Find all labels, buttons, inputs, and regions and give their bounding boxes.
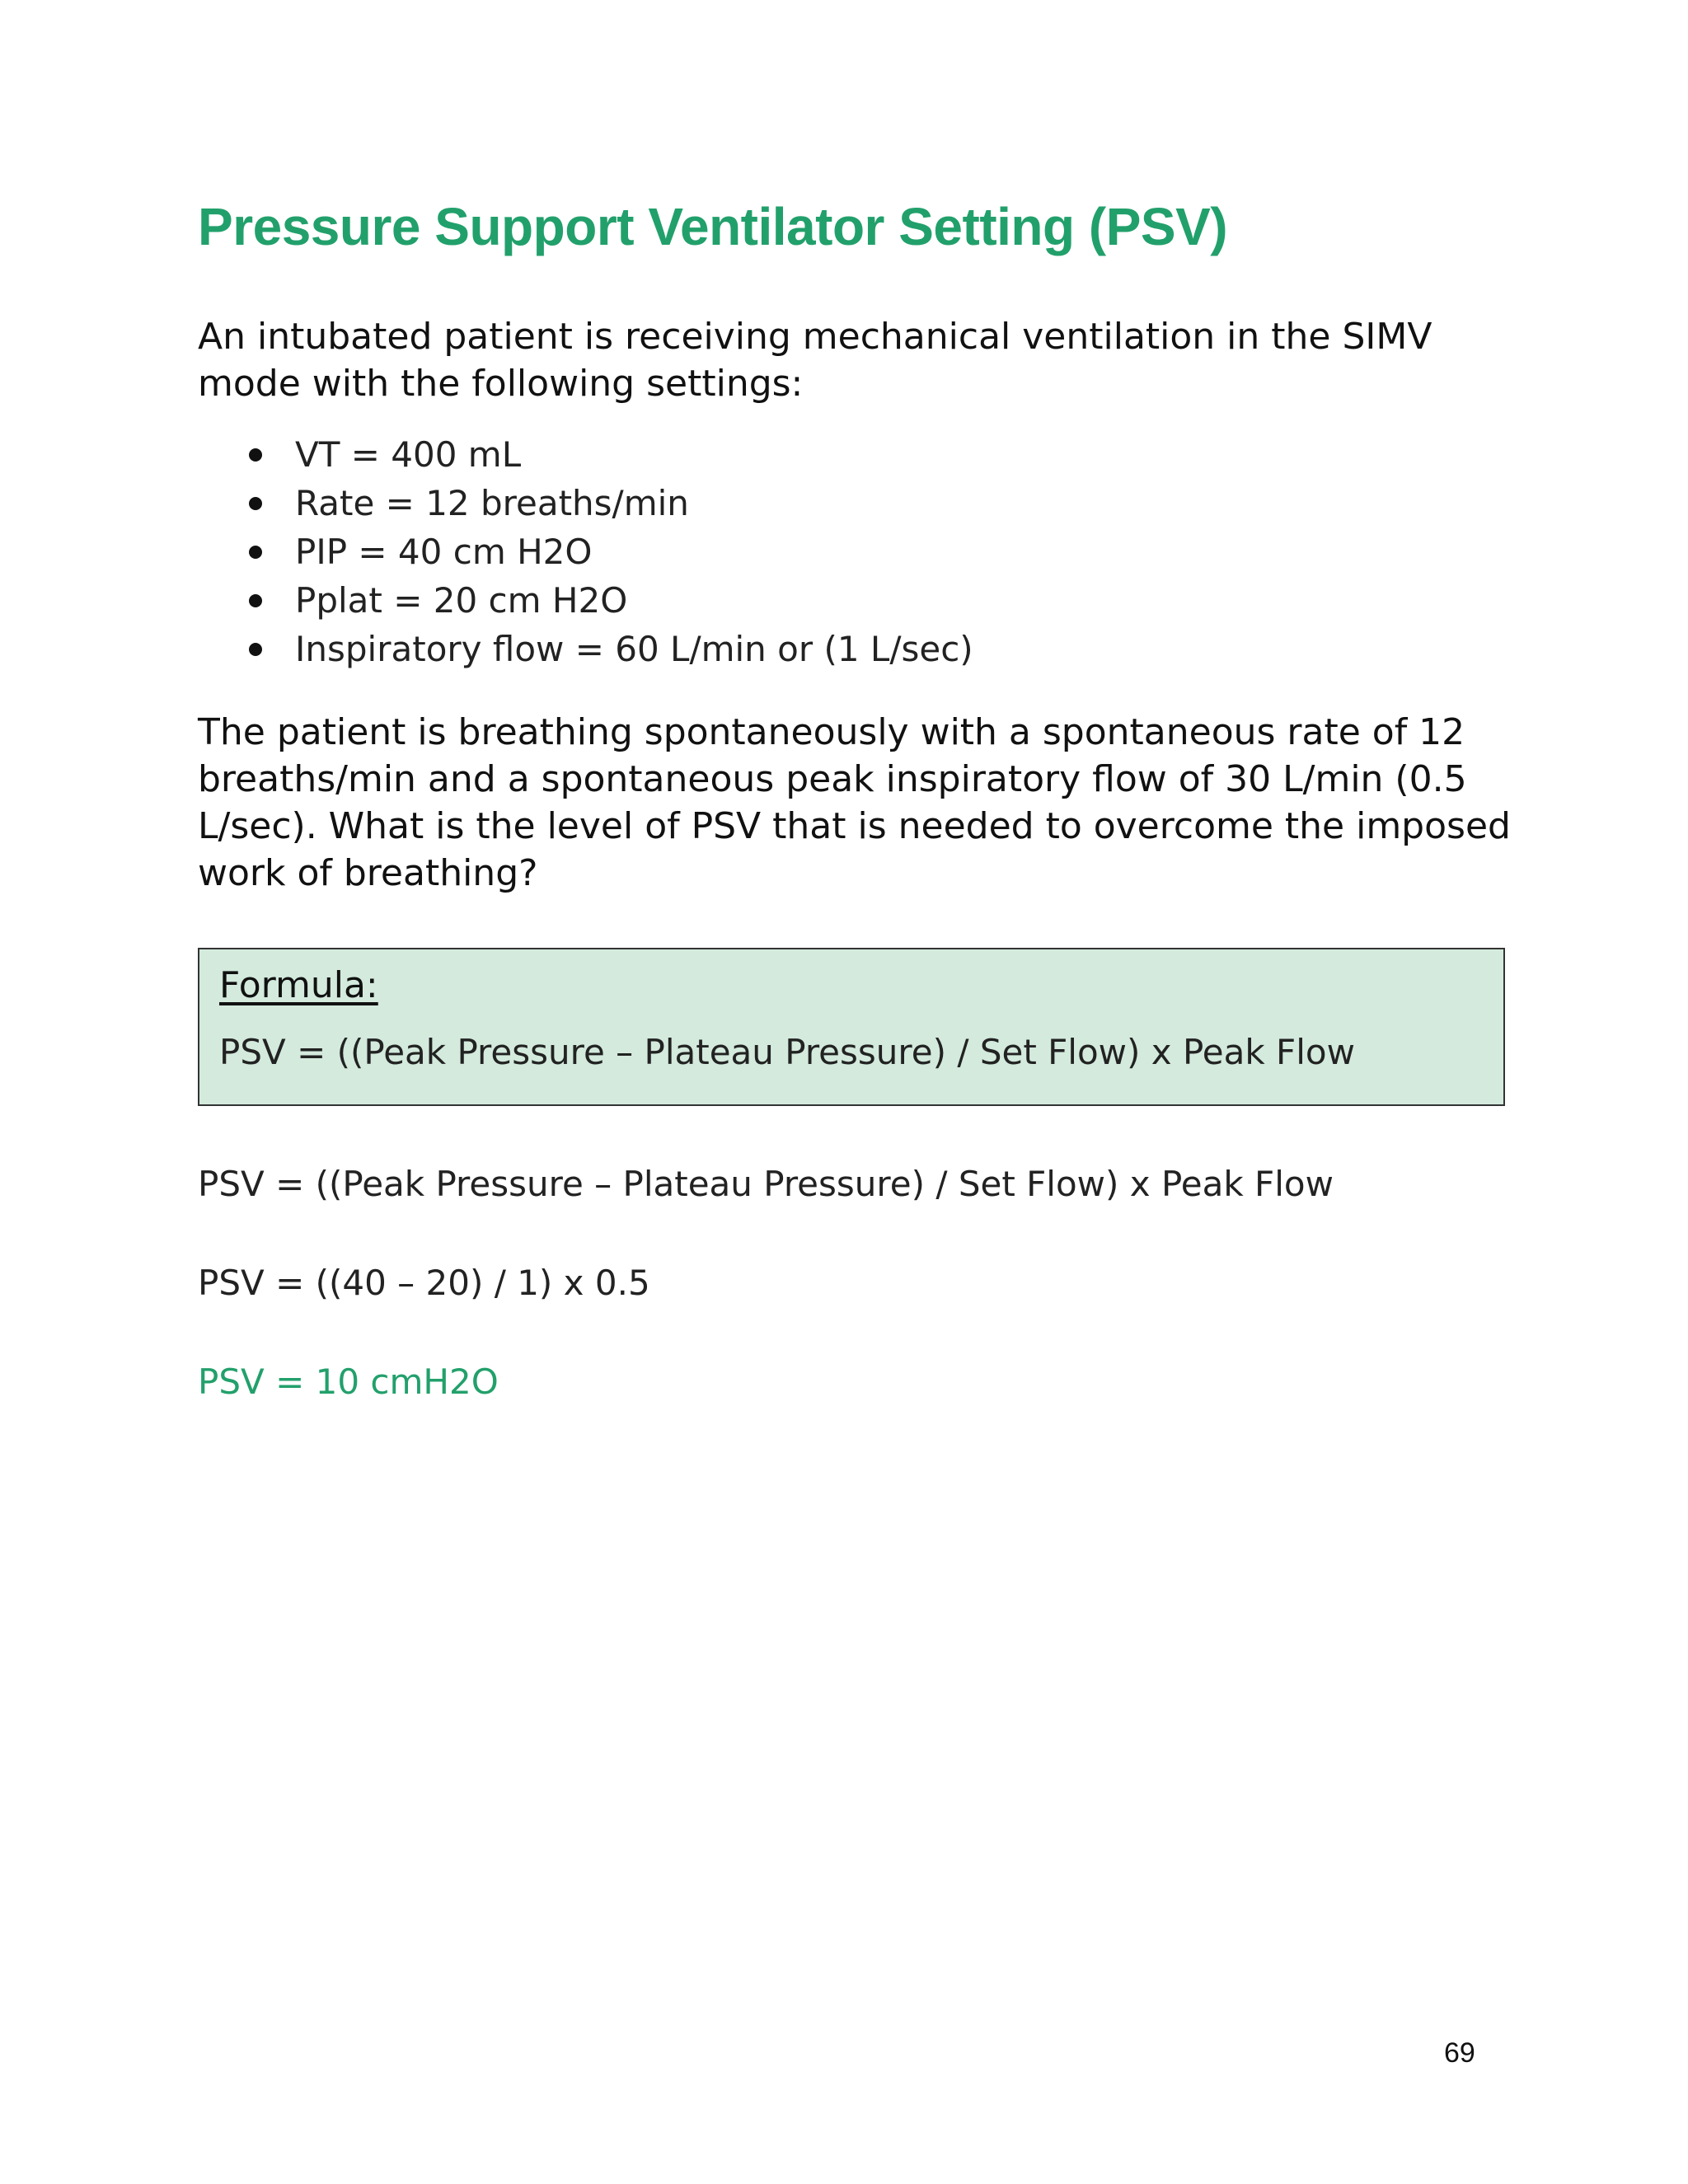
setting-text: PIP = 40 cm H2O xyxy=(295,532,593,572)
question-paragraph: The patient is breathing spontaneously with a spontaneous rate of 12 breaths/min and a spontaneous peak inspiratory flow of 30 L/min (0.5 L/sec). What is the level of PSV that is needed to overcome the imposed work of breathing? xyxy=(198,711,1511,894)
bullet-icon xyxy=(249,546,262,559)
list-item xyxy=(198,625,973,673)
work-line-2: PSV = ((40 – 20) / 1) x 0.5 xyxy=(198,1263,650,1303)
formula-box xyxy=(198,948,1505,1106)
setting-text: Rate = 12 breaths/min xyxy=(295,483,689,523)
list-item xyxy=(198,527,973,576)
settings-list xyxy=(198,430,973,673)
bullet-icon xyxy=(249,497,262,510)
setting-text: Inspiratory flow = 60 L/min or (1 L/sec) xyxy=(295,629,973,669)
list-item xyxy=(198,479,973,527)
page-number: 69 xyxy=(1444,2037,1475,2069)
list-item xyxy=(198,430,973,479)
answer-line: PSV = 10 cmH2O xyxy=(198,1361,499,1402)
formula-text: PSV = ((Peak Pressure – Plateau Pressure) / Set Flow) x Peak Flow xyxy=(219,1032,1355,1072)
bullet-icon xyxy=(249,448,262,462)
setting-text: Pplat = 20 cm H2O xyxy=(295,580,628,621)
bullet-icon xyxy=(249,594,262,607)
list-item xyxy=(198,576,973,625)
formula-label: Formula: xyxy=(219,964,378,1006)
page-title: Pressure Support Ventilator Setting (PSV) xyxy=(198,197,1228,256)
bullet-icon xyxy=(249,643,262,656)
setting-text: VT = 400 mL xyxy=(295,434,522,475)
intro-paragraph: An intubated patient is receiving mechanical ventilation in the SIMV mode with the following settings: xyxy=(198,316,1432,405)
work-line-1: PSV = ((Peak Pressure – Plateau Pressure) / Set Flow) x Peak Flow xyxy=(198,1164,1334,1204)
